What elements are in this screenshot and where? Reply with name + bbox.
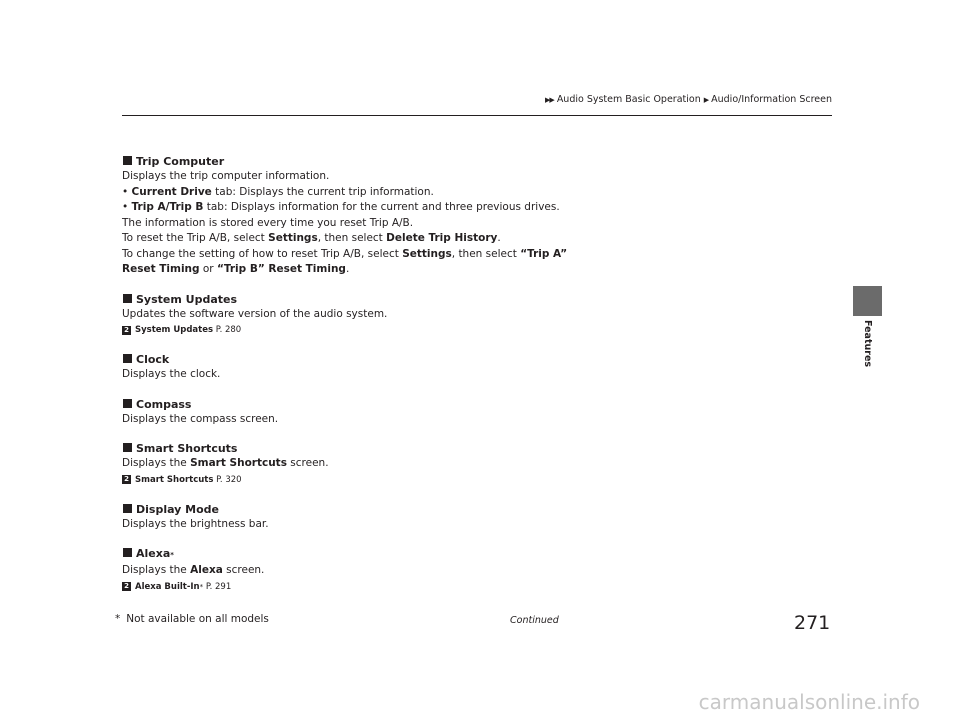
paragraph: The information is stored every time you reset Trip A/B. [122, 216, 414, 229]
text-run: screen. [286, 457, 329, 469]
text-run: screen. [222, 564, 265, 576]
bullet-dot-icon: • [122, 201, 132, 213]
section-tab-label [853, 320, 882, 400]
description: Displays the trip computer information. [122, 170, 330, 182]
header-rule [122, 115, 832, 116]
section-clock [122, 352, 822, 383]
text-run: , then select [317, 232, 387, 244]
list-item [122, 185, 822, 201]
menu-term: Settings [402, 247, 452, 260]
section-heading [122, 352, 822, 367]
cross-reference-link[interactable] [122, 472, 822, 488]
reference-arrow-icon: 2 [122, 326, 131, 335]
reference-arrow-icon: 2 [122, 475, 131, 484]
menu-term: Reset Timing [122, 263, 200, 275]
reference-label: System Updates [135, 325, 214, 335]
paragraph [122, 247, 822, 263]
description: Displays the clock. [122, 368, 221, 380]
paragraph [122, 231, 822, 247]
continued-label: Continued [510, 615, 559, 626]
heading-text: Trip Computer [136, 155, 225, 168]
description [122, 563, 822, 579]
text-run: Displays the [122, 457, 191, 469]
text-run: Displays the [122, 564, 191, 576]
reference-page: P. 280 [215, 325, 242, 335]
cross-reference-link[interactable] [122, 579, 822, 595]
menu-term: Settings [268, 232, 318, 244]
arrow-icon: ▶ [703, 95, 709, 104]
cross-reference-link[interactable] [122, 322, 822, 338]
description: Displays the brightness bar. [122, 517, 269, 530]
heading-text: Clock [136, 353, 170, 366]
heading-text: Smart Shortcuts [136, 442, 238, 455]
footnote [115, 613, 269, 625]
section-smart-shortcuts [122, 441, 822, 488]
breadcrumb [545, 94, 832, 105]
section-heading [122, 154, 822, 169]
text-run: or [199, 263, 217, 275]
section-heading [122, 546, 822, 563]
reference-page: P. 320 [216, 474, 242, 485]
menu-term: “Trip A” [520, 247, 568, 260]
square-bullet-icon [123, 548, 132, 557]
heading-text: System Updates [136, 292, 238, 306]
reference-arrow-icon: 2 [122, 582, 131, 591]
description [122, 456, 822, 472]
description: Updates the software version of the audio system. [122, 307, 388, 320]
section-alexa [122, 546, 822, 595]
text-run: To change the setting of how to reset Trip A/B, select [122, 247, 403, 260]
bullet-dot-icon: • [122, 185, 132, 198]
footnote-asterisk: * [115, 613, 121, 625]
square-bullet-icon [123, 354, 132, 363]
menu-term: “Trip B” Reset Timing [216, 263, 346, 275]
text-run: . [345, 263, 350, 275]
list-item [122, 200, 822, 216]
tab-name: Trip A/Trip B [131, 201, 204, 213]
section-heading [122, 397, 822, 412]
square-bullet-icon [123, 294, 132, 303]
watermark: carmanualsonline.info [698, 690, 920, 714]
list-item-text: tab: Displays the current trip information. [211, 185, 434, 198]
square-bullet-icon [123, 443, 132, 452]
text-run: To reset the Trip A/B, select [122, 232, 269, 244]
section-trip-computer [122, 154, 822, 278]
main-content [122, 154, 822, 609]
asterisk-mark: * [199, 582, 204, 591]
footnote-text: Not available on all models [126, 613, 269, 625]
double-arrow-icon: ▶▶ [545, 95, 554, 104]
section-heading [122, 441, 822, 456]
square-bullet-icon [123, 504, 132, 513]
section-display-mode [122, 502, 822, 533]
menu-term: Delete Trip History [386, 232, 498, 244]
reference-page: P. 291 [205, 581, 232, 592]
breadcrumb-item-audio-system[interactable]: Audio System Basic Operation [556, 94, 701, 105]
breadcrumb-item-audio-screen[interactable]: Audio/Information Screen [711, 94, 832, 105]
reference-label: Alexa Built-In [135, 581, 200, 592]
heading-text: Alexa [136, 547, 171, 560]
square-bullet-icon [123, 399, 132, 408]
section-compass [122, 397, 822, 428]
heading-text: Compass [136, 397, 192, 411]
asterisk-mark: * [170, 551, 174, 559]
paragraph [122, 262, 822, 278]
section-heading [122, 292, 822, 307]
section-tab-text: Features [862, 320, 873, 368]
list-item-text: tab: Displays information for the current and three previous drives. [203, 201, 560, 213]
tab-name: Current Drive [131, 185, 212, 198]
menu-term: Alexa [190, 564, 223, 576]
square-bullet-icon [123, 156, 132, 165]
section-heading [122, 502, 822, 517]
reference-label: Smart Shortcuts [135, 474, 214, 485]
text-run: . [497, 232, 501, 244]
description: Displays the compass screen. [122, 412, 279, 425]
page-number: 271 [794, 612, 831, 634]
menu-term: Smart Shortcuts [190, 457, 287, 469]
section-system-updates [122, 292, 822, 339]
heading-text: Display Mode [136, 502, 220, 516]
section-tab-marker [853, 286, 882, 316]
text-run: , then select [451, 247, 521, 260]
